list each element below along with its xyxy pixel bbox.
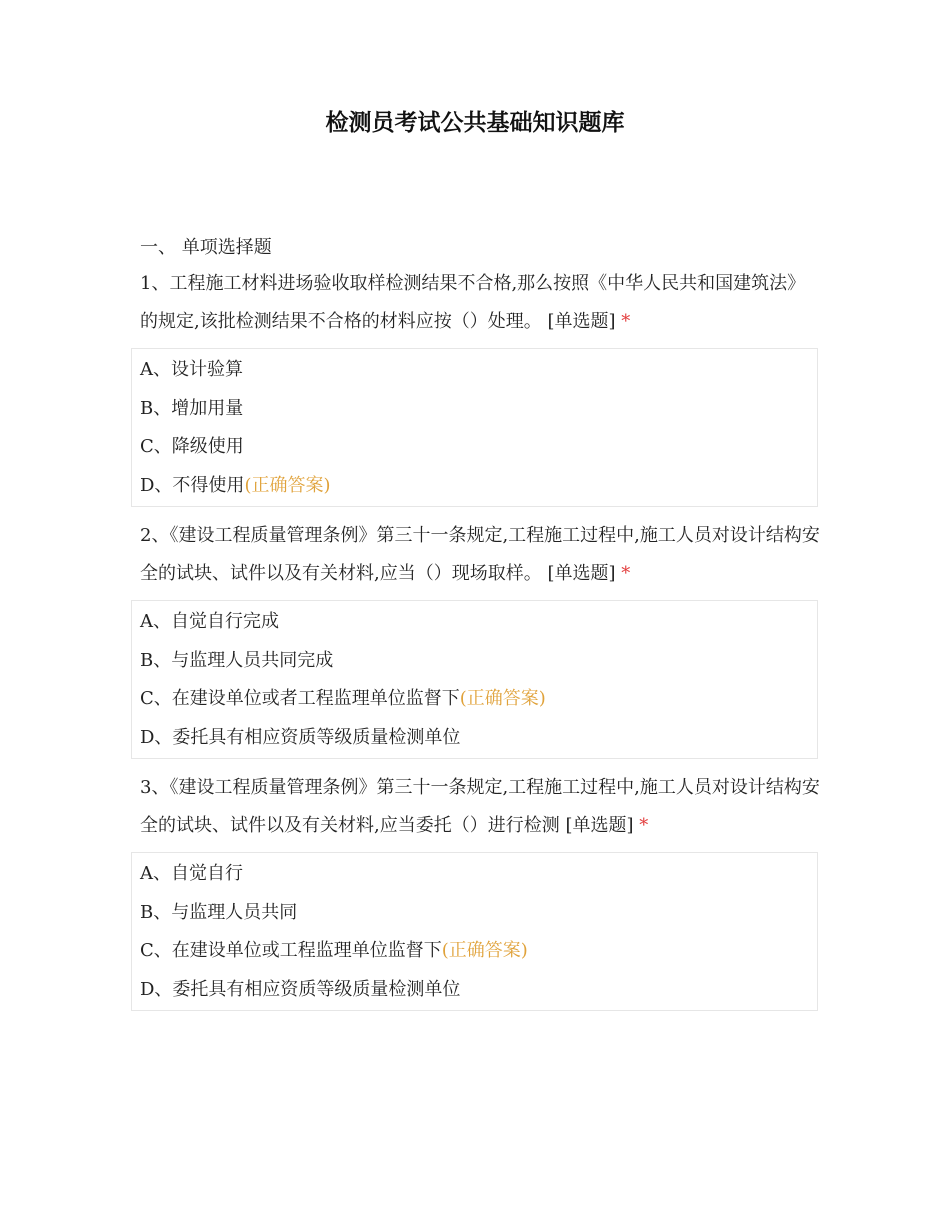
question-3 xyxy=(140,769,820,1011)
section-heading: 一、 单项选择题 xyxy=(140,237,272,258)
question-1 xyxy=(140,265,820,507)
option-d[interactable] xyxy=(140,467,817,506)
options-box xyxy=(131,600,818,759)
question-text-body: 3、《建设工程质量管理条例》第三十一条规定,工程施工过程中,施工人员对设计结构安全的试块、试件以及有关材料,应当委托（）进行检测 [单选题] xyxy=(140,777,820,836)
option-d[interactable] xyxy=(140,971,817,1010)
option-label: D、不得使用 xyxy=(140,475,245,497)
question-text-body: 1、工程施工材料进场验收取样检测结果不合格,那么按照《中华人民共和国建筑法》的规定,该批检测结果不合格的材料应按（）处理。 [单选题] xyxy=(140,273,806,332)
option-label: A、设计验算 xyxy=(140,359,243,380)
option-a[interactable] xyxy=(140,855,817,894)
option-label: D、委托具有相应资质等级质量检测单位 xyxy=(140,727,461,749)
required-mark: * xyxy=(621,311,631,332)
option-label: A、自觉自行完成 xyxy=(140,611,279,632)
correct-answer-mark: (正确答案) xyxy=(244,475,331,497)
option-b[interactable] xyxy=(140,894,817,933)
option-a[interactable] xyxy=(140,351,817,390)
correct-answer-mark: (正确答案) xyxy=(459,688,546,710)
option-label: C、在建设单位或工程监理单位监督下 xyxy=(140,940,442,962)
required-mark: * xyxy=(621,563,631,584)
question-text xyxy=(140,265,820,341)
option-c[interactable] xyxy=(140,680,817,719)
option-label: C、降级使用 xyxy=(140,436,244,458)
option-label: C、在建设单位或者工程监理单位监督下 xyxy=(140,688,460,710)
correct-answer-mark: (正确答案) xyxy=(441,940,528,962)
option-d[interactable] xyxy=(140,719,817,758)
option-b[interactable] xyxy=(140,390,817,429)
option-label: B、与监理人员共同 xyxy=(140,901,298,923)
question-2 xyxy=(140,517,820,759)
question-text-body: 2、《建设工程质量管理条例》第三十一条规定,工程施工过程中,施工人员对设计结构安全的试块、试件以及有关材料,应当（）现场取样。 [单选题] xyxy=(140,525,820,584)
option-label: A、自觉自行 xyxy=(140,863,243,884)
document-title: 检测员考试公共基础知识题库 xyxy=(325,109,625,136)
option-b[interactable] xyxy=(140,642,817,681)
option-a[interactable] xyxy=(140,603,817,642)
options-box xyxy=(131,852,818,1011)
question-text xyxy=(140,517,820,593)
question-text xyxy=(140,769,820,845)
option-label: B、与监理人员共同完成 xyxy=(140,649,334,671)
option-c[interactable] xyxy=(140,932,817,971)
options-box xyxy=(131,348,818,507)
required-mark: * xyxy=(639,815,649,836)
option-label: D、委托具有相应资质等级质量检测单位 xyxy=(140,979,461,1001)
option-c[interactable] xyxy=(140,428,817,467)
option-label: B、增加用量 xyxy=(140,397,244,419)
